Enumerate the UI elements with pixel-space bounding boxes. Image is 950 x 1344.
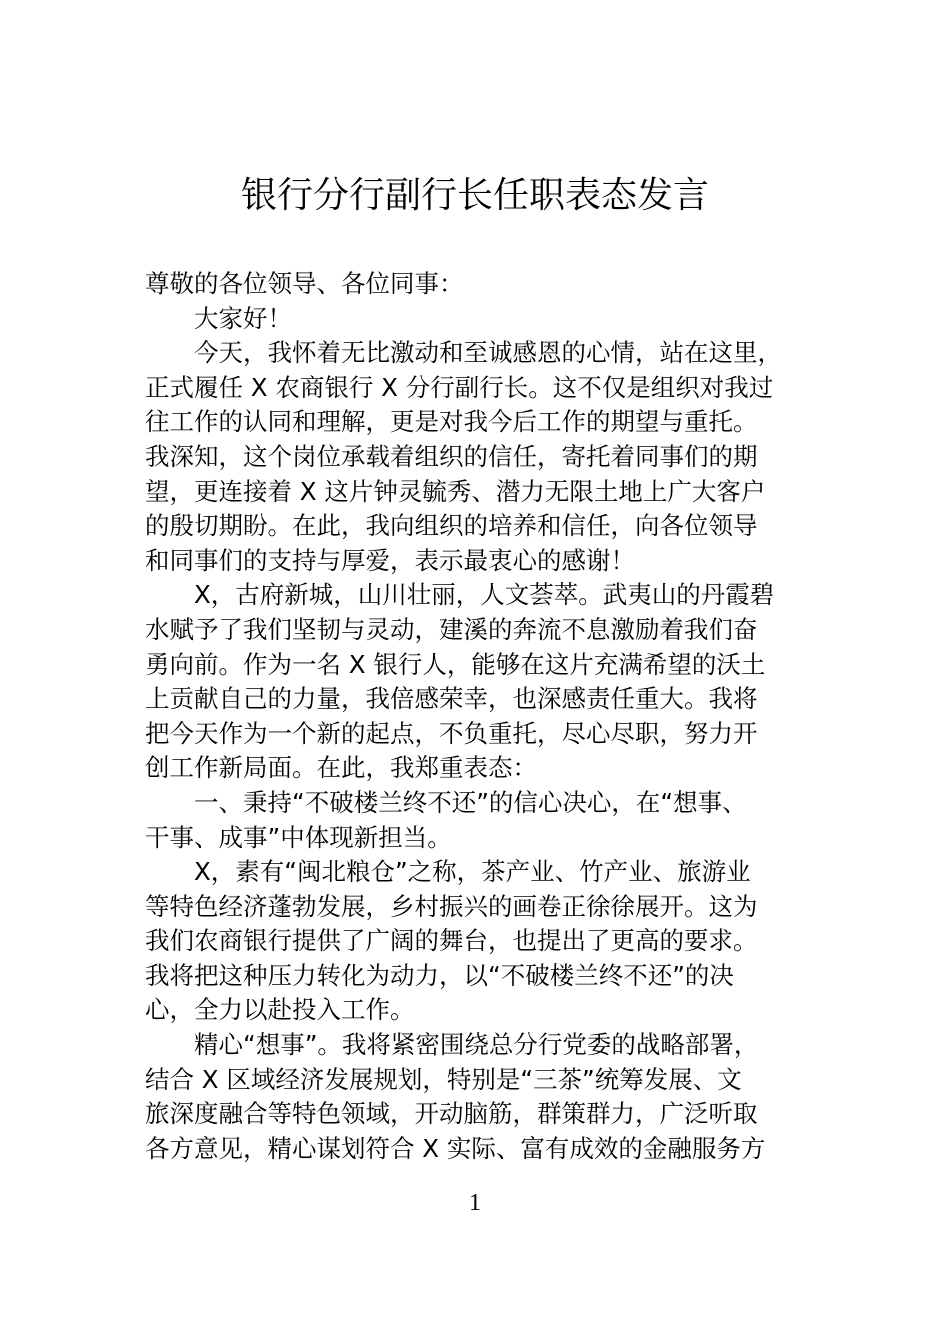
paragraph-line: 望，更连接着 X 这片钟灵毓秀、潜力无限土地上广大客户	[145, 476, 766, 506]
paragraph-line: 上贡献自己的力量，我倍感荣幸，也深感责任重大。我将	[145, 684, 758, 714]
paragraph-line: 把今天作为一个新的起点，不负重托，尽心尽职，努力开	[145, 718, 758, 748]
paragraph-line: X，素有“闽北粮仓”之称，茶产业、竹产业、旅游业	[194, 857, 751, 887]
paragraph-line: 往工作的认同和理解，更是对我今后工作的期望与重托。	[145, 407, 758, 437]
paragraph-line: 和同事们的支持与厚爱，表示最衷心的感谢！	[145, 545, 635, 575]
paragraph-line: 精心“想事”。我将紧密围绕总分行党委的战略部署，	[194, 1030, 759, 1060]
paragraph-line: 的殷切期盼。在此，我向组织的培养和信任，向各位领导	[145, 511, 758, 541]
section-heading-line: 一、秉持“不破楼兰终不还”的信心决心，在“想事、	[194, 787, 747, 817]
paragraph-line: 创工作新局面。在此，我郑重表态：	[145, 753, 537, 783]
paragraph-line: 心，全力以赴投入工作。	[145, 995, 415, 1025]
salutation-line: 尊敬的各位领导、各位同事：	[145, 269, 464, 298]
paragraph-line: 正式履任 X 农商银行 X 分行副行长。这不仅是组织对我过	[145, 372, 774, 402]
paragraph-line: 我将把这种压力转化为动力，以“不破楼兰终不还”的决	[145, 960, 734, 990]
document-body	[145, 267, 835, 1166]
paragraph-line: X，古府新城，山川壮丽，人文荟萃。武夷山的丹霞碧	[194, 580, 775, 610]
document-title: 银行分行副行长任职表态发言	[240, 175, 709, 216]
greeting-line: 大家好！	[194, 303, 292, 333]
section-heading-line: 干事、成事”中体现新担当。	[145, 822, 452, 852]
paragraph-line: 我深知，这个岗位承载着组织的信任，寄托着同事们的期	[145, 441, 758, 471]
paragraph-line: 各方意见，精心谋划符合 X 实际、富有成效的金融服务方	[145, 1133, 766, 1163]
paragraph-line: 勇向前。作为一名 X 银行人，能够在这片充满希望的沃土	[145, 649, 766, 679]
paragraph-line: 旅深度融合等特色领域，开动脑筋，群策群力，广泛听取	[145, 1099, 758, 1129]
paragraph-line: 结合 X 区域经济发展规划，特别是“三茶”统筹发展、文	[145, 1064, 742, 1094]
paragraph-line: 我们农商银行提供了广阔的舞台，也提出了更高的要求。	[145, 926, 758, 956]
paragraph-line: 水赋予了我们坚韧与灵动，建溪的奔流不息激励着我们奋	[145, 614, 758, 644]
paragraph-line: 等特色经济蓬勃发展，乡村振兴的画卷正徐徐展开。这为	[145, 891, 758, 921]
page-number: 1	[469, 1190, 481, 1216]
paragraph-line: 今天，我怀着无比激动和至诚感恩的心情，站在这里，	[194, 338, 782, 368]
